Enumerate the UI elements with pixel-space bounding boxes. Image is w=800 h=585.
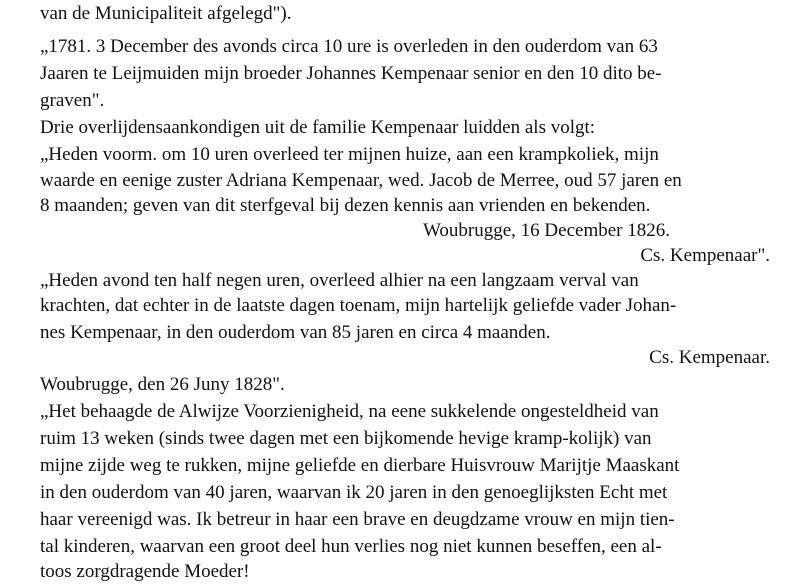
text-line: mijne zijde weg te rukken, mijne geliefde en dierbare Huisvrouw Marijtje Maaskant [40, 455, 680, 476]
text-line: waarde en eenige zuster Adriana Kempenaar, wed. Jacob de Merree, oud 57 jaren en [40, 170, 682, 191]
signature-line: Cs. Kempenaar". [640, 245, 770, 266]
signature-line: Cs. Kempenaar. [649, 347, 770, 368]
text-line: tal kinderen, waarvan een groot deel hun verlies nog niet kunnen beseffen, een al- [40, 536, 662, 557]
text-line: Drie overlijdensaankondigen uit de familie Kempenaar luidden als volgt: [40, 117, 596, 138]
dateline: Woubrugge, 16 December 1826. [423, 220, 670, 241]
text-line: „Het behaagde de Alwijze Voorzienigheid, na eene sukkelende ongesteldheid van [40, 401, 659, 422]
text-line: graven". [40, 90, 105, 111]
text-line: nes Kempenaar, in den ouderdom van 85 jaren en circa 4 maanden. [40, 322, 551, 343]
text-line: Jaaren te Leijmuiden mijn broeder Johannes Kempenaar senior en den 10 dito be- [40, 63, 662, 84]
text-line: van de Municipaliteit afgelegd"). [40, 3, 292, 24]
text-line: 8 maanden; geven van dit sterfgeval bij dezen kennis aan vrienden en bekenden. [40, 195, 651, 216]
text-line: krachten, dat echter in de laatste dagen toenam, mijn hartelijk geliefde vader Johan- [40, 295, 677, 316]
text-line: „1781. 3 December des avonds circa 10 ure is overleden in den ouderdom van 63 [40, 36, 658, 57]
text-line: toos zorgdragende Moeder! [40, 561, 250, 582]
text-line: ruim 13 weken (sinds twee dagen met een bijkomende hevige kramp-kolijk) van [40, 428, 652, 449]
text-line: „Heden voorm. om 10 uren overleed ter mijnen huize, aan een krampkoliek, mijn [40, 144, 659, 165]
text-line: haar vereenigd was. Ik betreur in haar een brave en deugdzame vrouw en mijn tien- [40, 509, 675, 530]
text-line: in den ouderdom van 40 jaren, waarvan ik 20 jaren in den genoeglijksten Echt met [40, 482, 668, 503]
text-line: „Heden avond ten half negen uren, overleed alhier na een langzaam verval van [40, 270, 639, 291]
dateline: Woubrugge, den 26 Juny 1828". [40, 374, 285, 395]
